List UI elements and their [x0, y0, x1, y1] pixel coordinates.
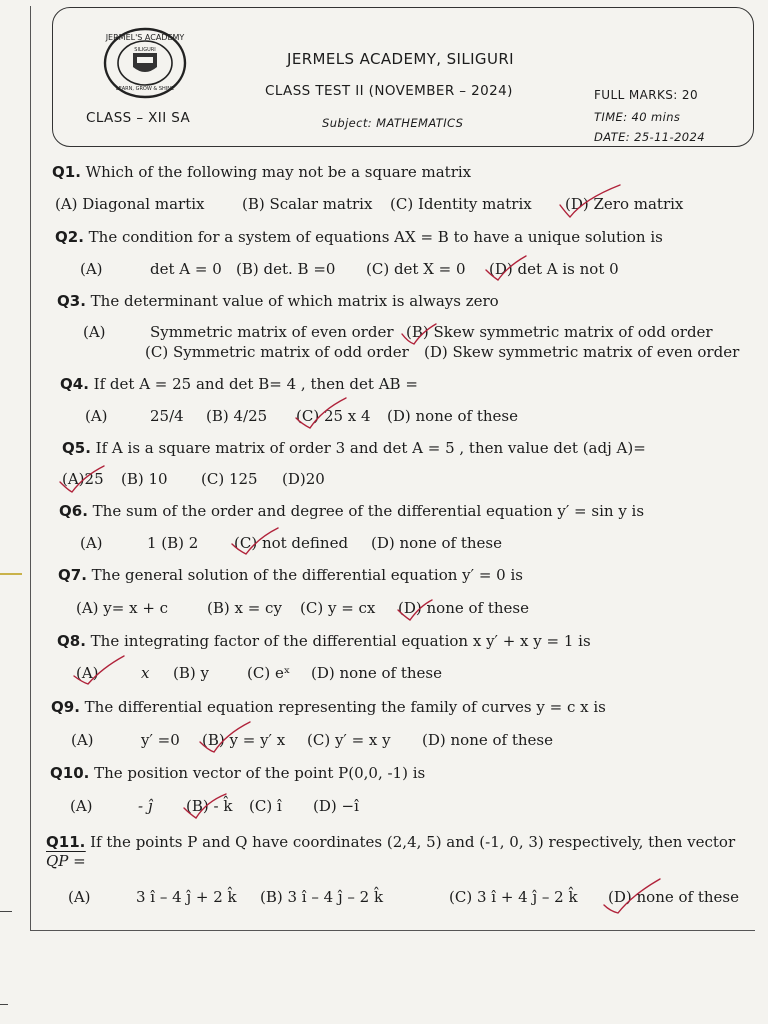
question-5 — [62, 439, 646, 457]
seal-bottom-text: LEARN, GROW & SHINE — [115, 86, 175, 92]
question-10 — [50, 764, 425, 782]
question-1 — [52, 163, 471, 181]
seal-center-text: SILIGURI — [134, 47, 156, 53]
option-a: (A) y= x + c — [76, 599, 169, 617]
option-b: (B) y = y′ x — [202, 731, 286, 749]
question-number: Q2. — [55, 228, 84, 246]
option-b: (B) x = cy — [207, 599, 282, 617]
option-c: (C) 3 î + 4 ĵ – 2 k̂ — [449, 888, 578, 906]
option-a: (A) — [83, 323, 106, 341]
question-text: The differential equation representing the family of curves y = c x is — [84, 698, 606, 716]
seal-top-text: JERMEL'S ACADEMY — [105, 33, 185, 42]
option-b: (B) 4/25 — [206, 407, 268, 425]
date-label: DATE: 25-11-2024 — [594, 130, 705, 144]
option-b: (B) det. B =0 — [236, 260, 336, 278]
option-d: (D)20 — [282, 470, 325, 488]
question-number: Q4. — [60, 375, 89, 393]
question-number: Q7. — [58, 566, 87, 584]
option-d: (D) none of these — [371, 534, 502, 552]
option-a-text: x — [141, 664, 150, 682]
time-label: TIME: 40 mins — [594, 110, 681, 124]
question-text: Which of the following may not be a square matrix — [85, 163, 472, 181]
question-text: The integrating factor of the differential equation x y′ + x y = 1 is — [90, 632, 591, 650]
question-number: Q1. — [52, 163, 81, 181]
option-a-text: 25/4 — [150, 407, 184, 425]
question-number: Q6. — [59, 502, 88, 520]
option-a-text: Symmetric matrix of even order — [150, 323, 394, 341]
question-11-vector — [46, 852, 86, 870]
option-a: (A) — [85, 407, 108, 425]
option-b: (B) Scalar matrix — [242, 195, 373, 213]
question-3 — [57, 292, 499, 310]
option-c: (C) Identity matrix — [390, 195, 532, 213]
option-c: (C) not defined — [234, 534, 349, 552]
question-text: The condition for a system of equations AX = B to have a unique solution is — [88, 228, 663, 246]
option-a: (A) — [76, 664, 99, 682]
option-c: (C) eˣ — [247, 664, 291, 682]
option-d: (D) none of these — [311, 664, 442, 682]
option-a: (A) — [80, 260, 103, 278]
question-8 — [57, 632, 591, 650]
question-2 — [55, 228, 663, 246]
option-d: (D) none of these — [398, 599, 529, 617]
subject-label: Subject: MATHEMATICS — [322, 116, 464, 130]
question-number: Q5. — [62, 439, 91, 457]
option-d: (D) det A is not 0 — [489, 260, 619, 278]
option-d: (D) none of these — [422, 731, 553, 749]
option-a: (A) — [68, 888, 91, 906]
option-a-text: - ĵ — [138, 797, 153, 815]
question-text: The general solution of the differential equation y′ = 0 is — [91, 566, 523, 584]
question-6 — [59, 502, 644, 520]
option-d: (D) none of these — [608, 888, 739, 906]
option-c: (C) 125 — [201, 470, 258, 488]
option-a: (A) — [71, 731, 94, 749]
option-b: (B) 10 — [121, 470, 168, 488]
option-b: (B) 3 î – 4 ĵ – 2 k̂ — [260, 888, 384, 906]
option-a: (A) — [70, 797, 93, 815]
margin-highlight — [0, 573, 22, 575]
question-text: The determinant value of which matrix is always zero — [90, 292, 499, 310]
question-number: Q11. — [46, 833, 86, 851]
full-marks: FULL MARKS: 20 — [594, 88, 698, 102]
question-text: If A is a square matrix of order 3 and det A = 5 , then value det (adj A)= — [95, 439, 646, 457]
school-seal — [103, 27, 187, 99]
option-b: (B) Skew symmetric matrix of odd order — [406, 323, 713, 341]
question-11 — [46, 833, 735, 851]
option-a: (A) Diagonal martix — [55, 195, 205, 213]
option-c: (C) Symmetric matrix of odd order — [145, 343, 409, 361]
question-number: Q9. — [51, 698, 80, 716]
option-b: (B) y — [173, 664, 209, 682]
question-text: The sum of the order and degree of the differential equation y′ = sin y is — [92, 502, 645, 520]
school-name: JERMELS ACADEMY, SILIGURI — [287, 50, 514, 68]
question-7 — [58, 566, 523, 584]
option-c: (C) y = cx — [300, 599, 376, 617]
option-a-text: 3 î – 4 ĵ + 2 k̂ — [136, 888, 237, 906]
option-c: (C) y′ = x y — [307, 731, 391, 749]
option-c: (C) î — [249, 797, 282, 815]
option-b: (B) - k̂ — [186, 797, 233, 815]
question-number: Q8. — [57, 632, 86, 650]
option-d: (D) Skew symmetric matrix of even order — [424, 343, 740, 361]
option-d: (D) Zero matrix — [565, 195, 684, 213]
option-d: (D) none of these — [387, 407, 518, 425]
option-a-b-text: 1 (B) 2 — [147, 534, 199, 552]
question-text: If det A = 25 and det B= 4 , then det AB = — [93, 375, 418, 393]
question-9 — [51, 698, 606, 716]
question-4 — [60, 375, 418, 393]
test-title: CLASS TEST II (NOVEMBER – 2024) — [265, 83, 513, 99]
option-a: (A)25 — [62, 470, 104, 488]
option-c: (C) det X = 0 — [366, 260, 466, 278]
question-text: The position vector of the point P(0,0, -1) is — [94, 764, 426, 782]
option-a-text: det A = 0 — [150, 260, 222, 278]
vector-qp: QP = — [46, 852, 86, 870]
margin-dash — [0, 1004, 8, 1005]
option-a-text: y′ =0 — [141, 731, 180, 749]
option-d: (D) −î — [313, 797, 359, 815]
question-number: Q10. — [50, 764, 90, 782]
margin-dash — [0, 911, 12, 912]
question-text: If the points P and Q have coordinates (2,4, 5) and (-1, 0, 3) respectively, then vector — [90, 833, 736, 851]
class-label: CLASS – XII SA — [86, 110, 191, 126]
option-a: (A) — [80, 534, 103, 552]
question-number: Q3. — [57, 292, 86, 310]
option-c: (C) 25 x 4 — [296, 407, 371, 425]
